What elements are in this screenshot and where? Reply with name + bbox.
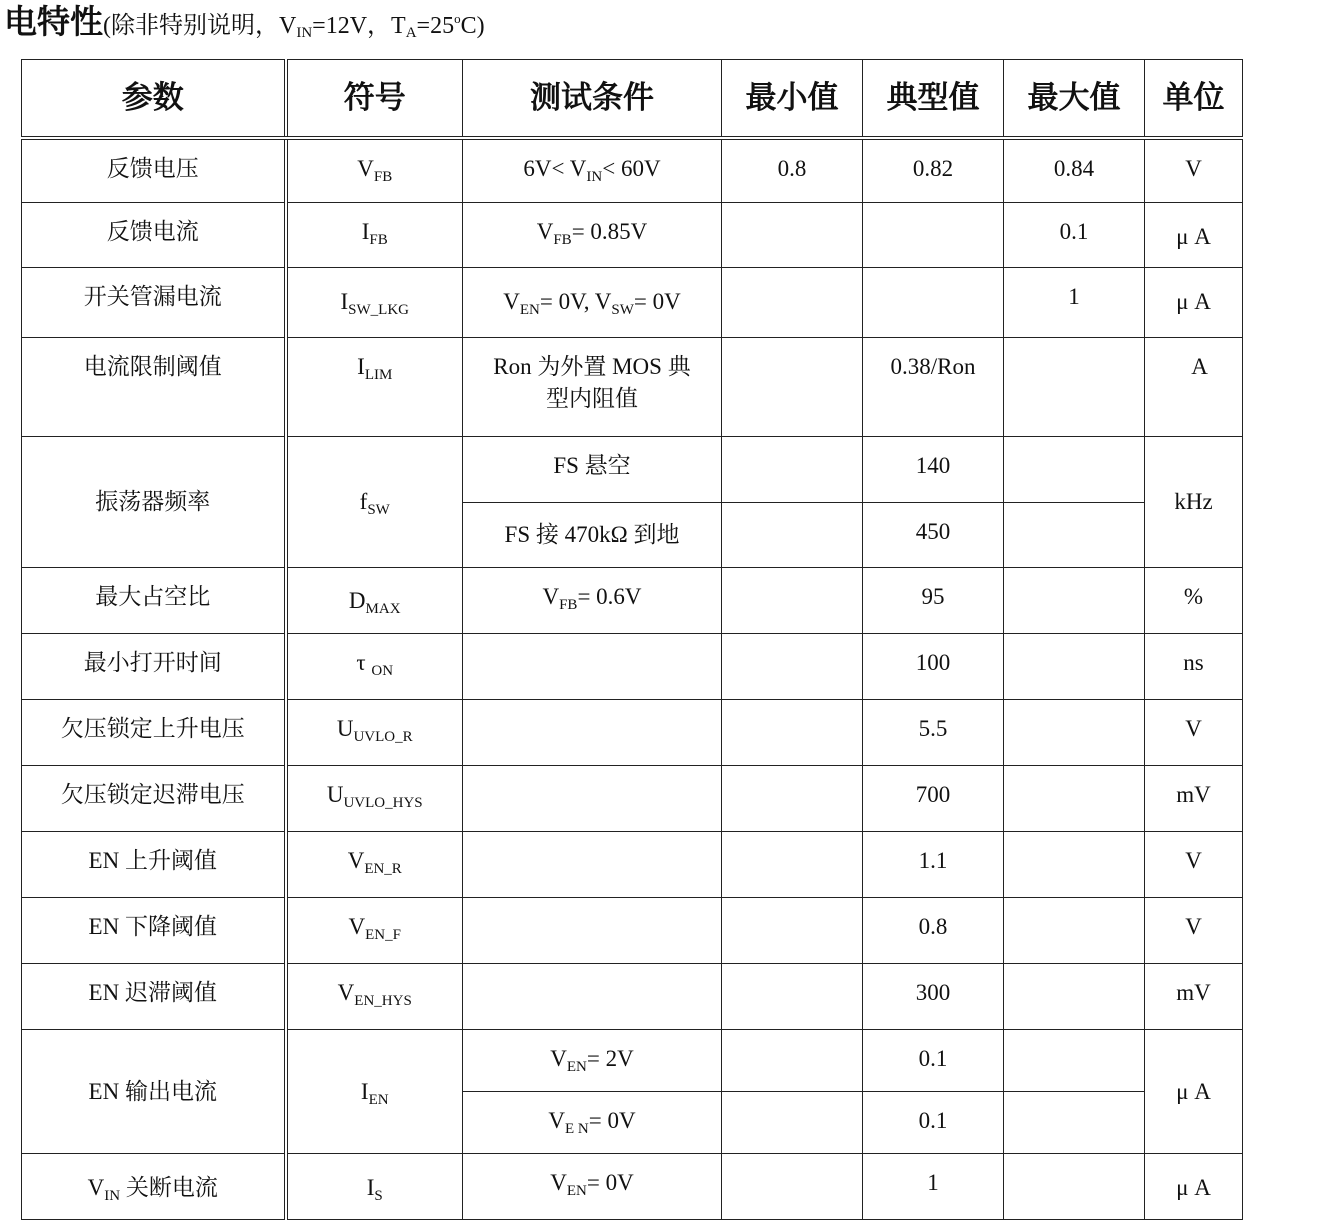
symbol-cell: $I_{FB}$ (286, 203, 463, 268)
table-row (22, 138, 1243, 203)
max-cell (1004, 964, 1145, 1030)
unit-cell: V (1145, 832, 1243, 898)
typ-cell: 1 (863, 1154, 1004, 1220)
param-cell: EN 上升阈值 (22, 832, 286, 898)
param-cell: $V_{IN}$ 关断电流 (22, 1154, 286, 1220)
condition-cell: FS 悬空 (463, 437, 722, 503)
electrical-characteristics-table (21, 59, 1243, 1220)
param-cell: 开关管漏电流 (22, 268, 286, 338)
param-cell: 振荡器频率 (22, 437, 286, 568)
header-param: 参数 (22, 60, 286, 138)
param-cell: 反馈电压 (22, 138, 286, 203)
max-cell (1004, 898, 1145, 964)
max-cell (1004, 700, 1145, 766)
symbol-cell: $V_{EN\_HYS}$ (286, 964, 463, 1030)
max-cell (1004, 503, 1145, 568)
min-cell (722, 568, 863, 634)
table-row (22, 700, 1243, 766)
table-row (22, 568, 1243, 634)
param-cell: 欠压锁定迟滞电压 (22, 766, 286, 832)
min-cell (722, 268, 863, 338)
symbol-cell: $I_{SW\_LKG}$ (286, 268, 463, 338)
max-cell (1004, 1092, 1145, 1154)
max-cell: 0.1 (1004, 203, 1145, 268)
min-cell (722, 634, 863, 700)
table-row (22, 766, 1243, 832)
max-cell: 1 (1004, 268, 1145, 338)
unit-cell: μ A (1145, 1030, 1243, 1154)
header-symbol: 符号 (286, 60, 463, 138)
header-max: 最大值 (1004, 60, 1145, 138)
param-cell: EN 输出电流 (22, 1030, 286, 1154)
unit-cell: μ A (1145, 203, 1243, 268)
symbol-cell: $f_{SW}$ (286, 437, 463, 568)
max-cell (1004, 832, 1145, 898)
param-cell: 反馈电流 (22, 203, 286, 268)
condition-cell: FS 接 470kΩ 到地 (463, 503, 722, 568)
condition-cell: $V_{FB}= 0.6V$ (463, 568, 722, 634)
header-typ: 典型值 (863, 60, 1004, 138)
min-cell (722, 898, 863, 964)
condition-cell (463, 766, 722, 832)
symbol-cell: $U_{UVLO\_HYS}$ (286, 766, 463, 832)
unit-cell: kHz (1145, 437, 1243, 568)
max-cell (1004, 766, 1145, 832)
table-header-row (22, 60, 1243, 138)
unit-cell: % (1145, 568, 1243, 634)
table-row (22, 832, 1243, 898)
min-cell (722, 338, 863, 437)
max-cell (1004, 338, 1145, 437)
param-cell: 最大占空比 (22, 568, 286, 634)
condition-cell: Ron 为外置 MOS 典 型内阻值 (463, 338, 722, 437)
title-main: 电特性 (4, 2, 103, 41)
min-cell (722, 700, 863, 766)
min-cell (722, 1154, 863, 1220)
min-cell: 0.8 (722, 138, 863, 203)
max-cell (1004, 1030, 1145, 1092)
table-row (22, 1154, 1243, 1220)
min-cell (722, 1092, 863, 1154)
condition-cell: $V_{FB}= 0.85V$ (463, 203, 722, 268)
typ-cell: 140 (863, 437, 1004, 503)
header-condition: 测试条件 (463, 60, 722, 138)
typ-cell (863, 268, 1004, 338)
unit-cell: μ A (1145, 268, 1243, 338)
typ-cell (863, 203, 1004, 268)
condition-cell: $V_{EN}= 2V$ (463, 1030, 722, 1092)
title-conditions: (除非特别说明，$V_{IN}=12V$，$T_A=25^oC$) (103, 11, 485, 41)
unit-cell: V (1145, 138, 1243, 203)
header-min: 最小值 (722, 60, 863, 138)
table-row (22, 203, 1243, 268)
param-cell: 欠压锁定上升电压 (22, 700, 286, 766)
param-cell: 最小打开时间 (22, 634, 286, 700)
condition-cell: $V_{EN}= 0V$, $V_{SW}= 0V$ (463, 268, 722, 338)
table-row (22, 898, 1243, 964)
min-cell (722, 437, 863, 503)
typ-cell: 0.1 (863, 1092, 1004, 1154)
min-cell (722, 832, 863, 898)
unit-cell: ns (1145, 634, 1243, 700)
max-cell: 0.84 (1004, 138, 1145, 203)
typ-cell: 5.5 (863, 700, 1004, 766)
symbol-cell: $V_{EN\_R}$ (286, 832, 463, 898)
typ-cell: 0.8 (863, 898, 1004, 964)
condition-cell (463, 634, 722, 700)
typ-cell: 300 (863, 964, 1004, 1030)
table-row (22, 1030, 1243, 1092)
param-cell: 电流限制阈值 (22, 338, 286, 437)
table-row (22, 268, 1243, 338)
typ-cell: 450 (863, 503, 1004, 568)
min-cell (722, 766, 863, 832)
unit-cell: mV (1145, 766, 1243, 832)
condition-cell (463, 832, 722, 898)
symbol-cell: τ $_{ON}$ (286, 634, 463, 700)
typ-cell: 1.1 (863, 832, 1004, 898)
min-cell (722, 503, 863, 568)
condition-cell: $6V< V_{IN}< 60V$ (463, 138, 722, 203)
max-cell (1004, 634, 1145, 700)
min-cell (722, 964, 863, 1030)
symbol-cell: $I_{LIM}$ (286, 338, 463, 437)
max-cell (1004, 568, 1145, 634)
max-cell (1004, 437, 1145, 503)
table-row (22, 634, 1243, 700)
symbol-cell: $U_{UVLO\_R}$ (286, 700, 463, 766)
max-cell (1004, 1154, 1145, 1220)
condition-cell: $V_{EN}= 0V$ (463, 1154, 722, 1220)
table-row (22, 437, 1243, 503)
unit-cell: mV (1145, 964, 1243, 1030)
symbol-cell: $D_{MAX}$ (286, 568, 463, 634)
typ-cell: 0.38/Ron (863, 338, 1004, 437)
min-cell (722, 1030, 863, 1092)
condition-cell (463, 898, 722, 964)
param-cell: EN 下降阈值 (22, 898, 286, 964)
condition-cell: $V_{E N}= 0V$ (463, 1092, 722, 1154)
typ-cell: 700 (863, 766, 1004, 832)
unit-cell: μ A (1145, 1154, 1243, 1220)
header-unit: 单位 (1145, 60, 1243, 138)
symbol-cell: $V_{EN\_F}$ (286, 898, 463, 964)
typ-cell: 95 (863, 568, 1004, 634)
section-title (4, 0, 485, 48)
condition-cell (463, 964, 722, 1030)
typ-cell: 0.82 (863, 138, 1004, 203)
symbol-cell: $I_{EN}$ (286, 1030, 463, 1154)
typ-cell: 100 (863, 634, 1004, 700)
symbol-cell: $I_S$ (286, 1154, 463, 1220)
table-row (22, 964, 1243, 1030)
param-cell: EN 迟滞阈值 (22, 964, 286, 1030)
unit-cell: A (1145, 338, 1243, 437)
unit-cell: V (1145, 700, 1243, 766)
min-cell (722, 203, 863, 268)
condition-cell (463, 700, 722, 766)
table-row (22, 338, 1243, 437)
unit-cell: V (1145, 898, 1243, 964)
symbol-cell: $V_{FB}$ (286, 138, 463, 203)
typ-cell: 0.1 (863, 1030, 1004, 1092)
